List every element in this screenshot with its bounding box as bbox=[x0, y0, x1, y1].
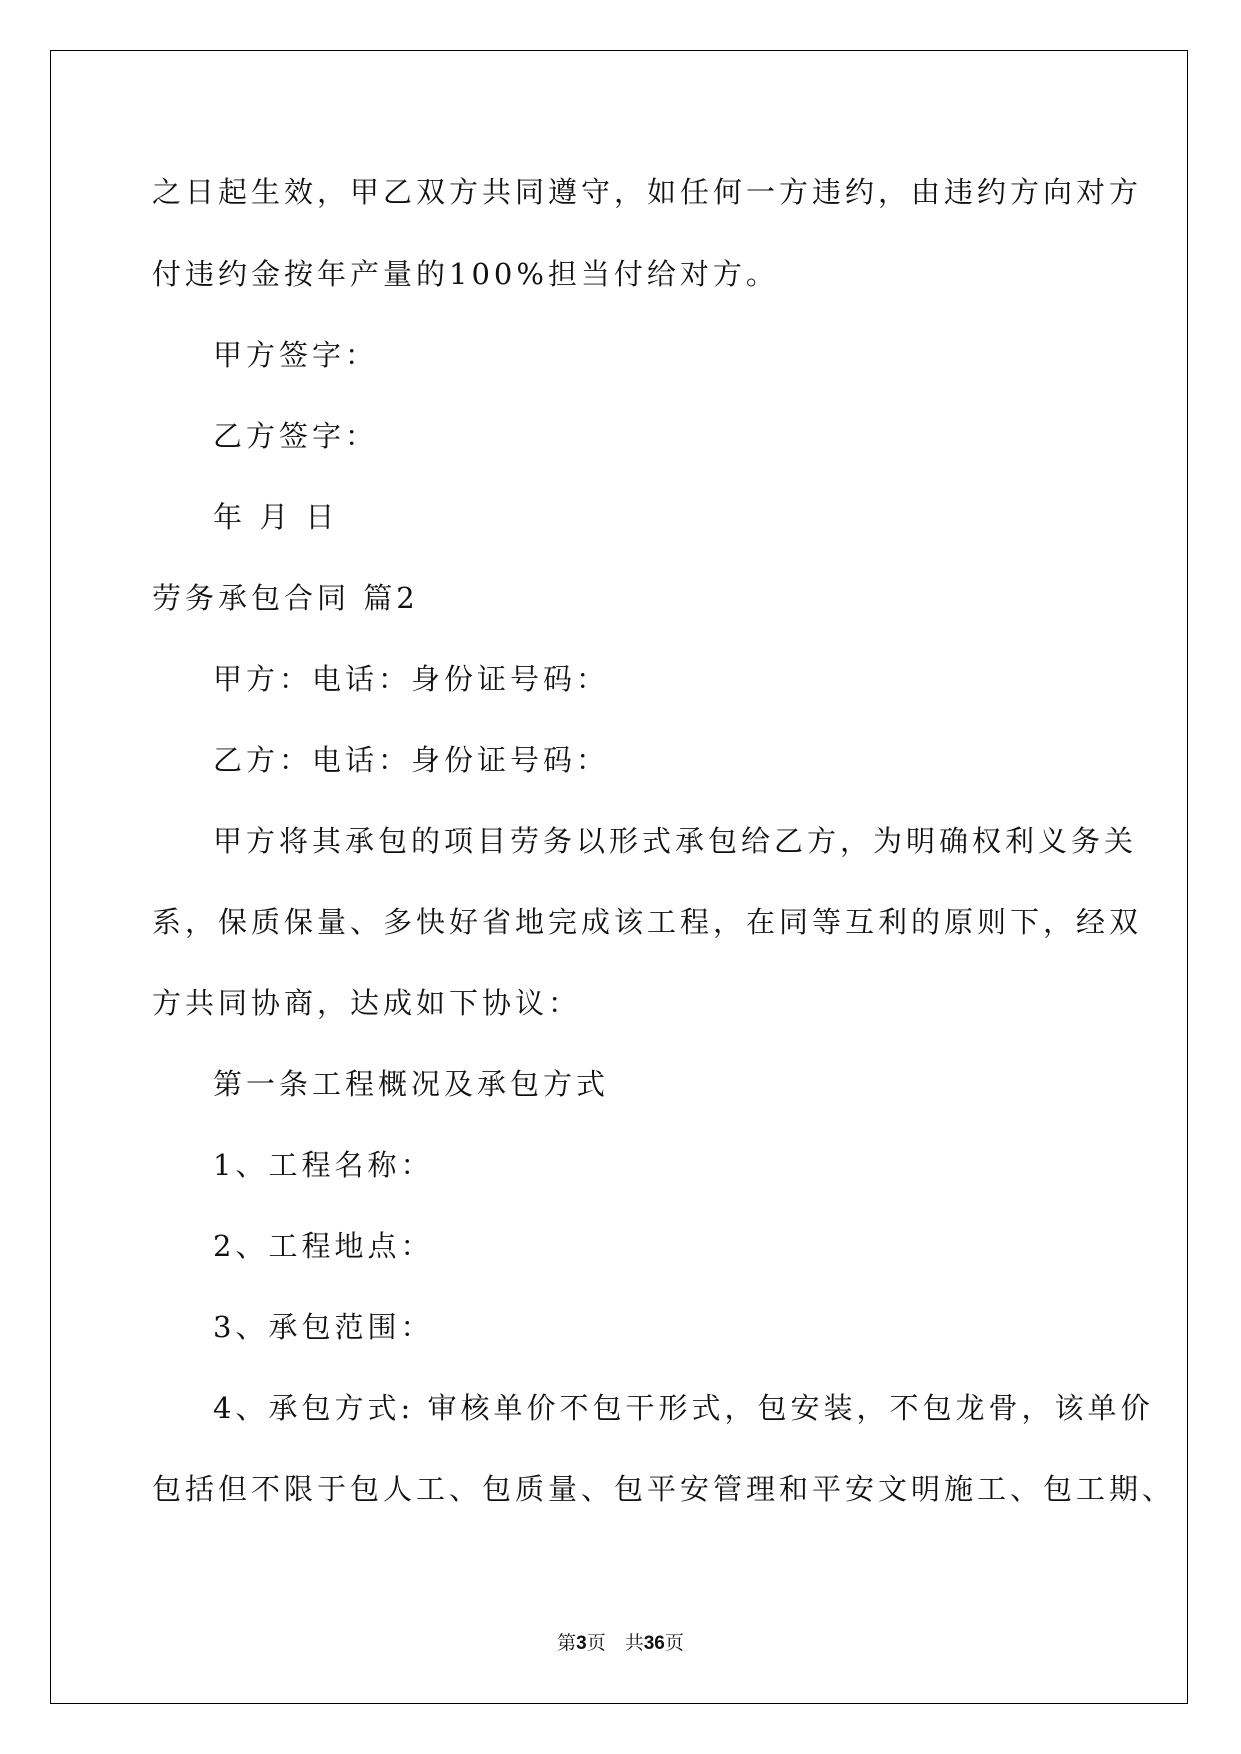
party-a-signature: 甲方签字： bbox=[213, 338, 379, 372]
item-contract-method: 4、承包方式: 审核单价不包干形式，包安装，不包龙骨，该单价 bbox=[213, 1391, 1154, 1425]
footer-mid: 页 共 bbox=[586, 1632, 644, 1654]
date-line: 年 月 日 bbox=[213, 500, 339, 534]
footer-page-number: 3 bbox=[576, 1633, 587, 1654]
party-b-info: 乙方：电话：身份证号码： bbox=[213, 743, 610, 777]
body-line-1: 之日起生效，甲乙双方共同遵守，如任何一方违约，由违约方向对方 bbox=[152, 175, 1143, 209]
article-1-heading: 第一条工程概况及承包方式 bbox=[213, 1067, 610, 1101]
item-project-location: 2、工程地点： bbox=[213, 1229, 434, 1263]
body-line-2: 付违约金按年产量的100%担当付给对方。 bbox=[152, 257, 779, 291]
party-b-signature: 乙方签字： bbox=[213, 419, 379, 453]
item-contract-method-cont: 包括但不限于包人工、包质量、包平安管理和平安文明施工、包工期、 bbox=[152, 1472, 1176, 1506]
footer-prefix: 第 bbox=[557, 1632, 577, 1654]
page-footer bbox=[0, 1628, 1241, 1655]
section-title: 劳务承包合同 篇2 bbox=[152, 581, 419, 615]
party-a-info: 甲方：电话：身份证号码： bbox=[213, 662, 610, 696]
page-border bbox=[50, 50, 1188, 1704]
intro-line-2: 系，保质保量、多快好省地完成该工程，在同等互利的原则下，经双 bbox=[152, 905, 1143, 939]
item-project-name: 1、工程名称： bbox=[213, 1148, 434, 1182]
footer-suffix: 页 bbox=[664, 1632, 684, 1654]
intro-line-1: 甲方将其承包的项目劳务以形式承包给乙方，为明确权利义务关 bbox=[213, 824, 1138, 858]
item-contract-scope: 3、承包范围： bbox=[213, 1310, 434, 1344]
intro-line-3: 方共同协商，达成如下协议： bbox=[152, 986, 582, 1020]
footer-total-pages: 36 bbox=[643, 1633, 665, 1654]
